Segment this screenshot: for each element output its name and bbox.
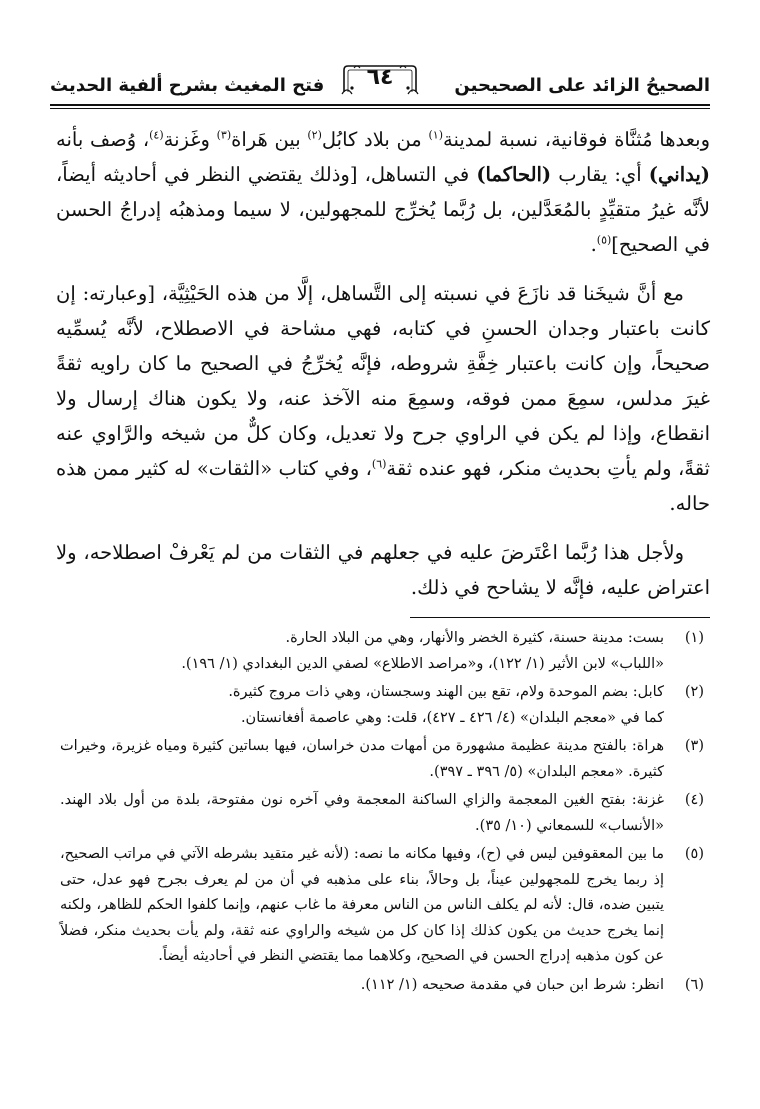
text-run: .	[590, 233, 597, 256]
footnote-line: هراة: بالفتح مدينة عظيمة مشهورة من أمهات مدن خراسان، فيها بساتين كثيرة ومياه غزيرة، وخيرات كثيرة. «معجم البلدان» (٥/ ٣٩٦ ـ ٣٩٧).	[60, 738, 664, 780]
footnote-line: انظر: شرط ابن حبان في مقدمة صحيحه (١/ ١١٢).	[360, 976, 664, 993]
footnote-ref: (١)	[428, 128, 443, 142]
footnote-3	[60, 734, 704, 785]
footnote-body	[60, 626, 664, 677]
footnote-line: ما بين المعقوفين ليس في (ح)، وفيها مكانه ما نصه: (لأنه غير متقيد بشرطه الآتي في مراتب الصحيح، إذ ربما يخرج للمجهولين عيناً، بل وحالاً، بناء على مذهبه في أن من لم يعرف بجرح فهو عدل، حتى يتبين ضده، قال: لأنه لم يكلف الناس من الناس معرفة ما غاب عنهم، وإنما كلفوا الحكم للظاهر، ولكنه إنما يخرج حديث من يكون كذلك إذا كان كل من شيخه والراوي عنه ثقة، ولم يأت بحديث منكر، فضلاً عن كون مذهبه إدراج الحسن في الصحيح، وكلاهما مما يقتضي النظر في أحاديثه أيضاً.	[60, 846, 664, 964]
footnote-number: (٢)	[684, 684, 704, 700]
footnote-5	[60, 842, 704, 970]
footnote-body	[60, 973, 664, 999]
text-run: ، وفي كتاب «الثقات» له كثير ممن هذه حاله.	[56, 457, 710, 515]
footnote-line: غزنة: بفتح الغين المعجمة والزاي الساكنة المعجمة وفي آخره نون مفتوحة، بلدة من أول بلاد الهند. «الأنساب» للسمعاني (١٠/ ٣٥).	[60, 792, 664, 834]
text-run: وبعدها مُثنَّاة فوقانية، نسبة لمدينة	[442, 128, 710, 151]
page-number: ٦٤	[366, 65, 394, 90]
footnote-ref: (٣)	[216, 128, 232, 142]
text-run: مع أنَّ شيخَنا قد نازَعَ في نسبته إلى التَّساهل، إلَّا من هذه الحَيْثِيَّة، [وعبارته: إن كانت باعتبار وجدان الحسنِ في كتابه، فهي مشاحة في الاصطلاح، لأنَّه يُسمِّيه صحيحاً، وإن كانت باعتبار خِفَّةِ شروطه، فإنَّه يُخرِّجُ في الصحيح ما كان راويه ثقةً غيرَ مدلس، سمِعَ ممن فوقه، وسمِعَ منه الآخذ عنه، ولا يكون هناك إرسال ولا انقطاع، وإذا لم يكن في الراوي جرح ولا تعديل، وكان كلٌّ من شيخه والرَّاوي عنه ثقةً، ولم يأتِ بحديث منكر، فهو عنده ثقة	[56, 282, 710, 480]
footnote-number: (١)	[684, 630, 704, 646]
footnote-line: بست: مدينة حسنة، كثيرة الخضر والأنهار، وهي من البلاد الحارة.	[285, 630, 664, 646]
footnote-ref: (٢)	[307, 128, 322, 142]
running-title-right: الصحيحُ الزائد على الصحيحين	[454, 75, 710, 96]
page-number-ornament	[340, 62, 420, 96]
text-run: في التساهل، [وذلك يقتضي النظر في أحاديثه أيضاً، لأنَّه غيرُ متقيِّدٍ بالمُعَدَّلين، بل رُبَّما يُخرِّج للمجهولين، لا سيما ومذهبُه إدراجُ الحسن في الصحيح]	[56, 163, 710, 256]
footnote-number: (٤)	[684, 792, 704, 808]
footnote-body	[60, 734, 664, 785]
text-run: ، وُصف بأنه	[56, 128, 150, 151]
footnote-number: (٣)	[684, 738, 704, 754]
footnote-body	[60, 788, 664, 839]
running-title-left: فتح المغيث بشرح ألفية الحديث	[50, 75, 325, 96]
header-rule	[50, 104, 710, 109]
paragraph-1	[56, 122, 710, 262]
verse-term: (الحاكما)	[476, 163, 552, 186]
text-run: وغَزنة	[163, 128, 217, 151]
verse-term: (يداني)	[648, 163, 710, 186]
footnote-4	[60, 788, 704, 839]
footnote-line: «اللباب» لابن الأثير (١/ ١٢٢)، و«مراصد الاطلاع» لصفي الدين البغدادي (١/ ١٩٦).	[181, 655, 664, 672]
paragraph-2	[56, 276, 710, 521]
running-header	[50, 62, 710, 102]
footnote-line: كابل: بضم الموحدة ولام، تقع بين الهند وسجستان، وهي ذات مروج كثيرة.	[228, 684, 664, 700]
footnote-number: (٦)	[684, 976, 704, 993]
footnote-number: (٥)	[684, 846, 704, 862]
text-run: أي: يقارب	[551, 163, 649, 186]
footnote-ref: (٦)	[371, 457, 387, 471]
text-run: من بلاد كابُل	[321, 128, 429, 151]
main-text	[56, 122, 710, 605]
footnote-line: كما في «معجم البلدان» (٤/ ٤٢٦ ـ ٤٢٧)، قلت: وهي عاصمة أفغانستان.	[240, 709, 664, 726]
footnote-rule	[410, 617, 710, 618]
paragraph-3: ولأجل هذا رُبَّما اعْتَرضَ عليه في جعلهم في الثقات من لم يَعْرفْ اصطلاحه، ولا اعتراض عليه، فإنَّه لا يشاحح في ذلك.	[56, 541, 710, 599]
footnote-body	[60, 842, 664, 970]
footnote-ref: (٥)	[596, 233, 612, 247]
footnote-1	[60, 626, 704, 677]
footnote-body	[60, 680, 664, 731]
footnote-6	[60, 973, 704, 999]
footnote-2	[60, 680, 704, 731]
text-run: بين هَراة	[231, 128, 308, 151]
footnote-ref: (٤)	[149, 128, 164, 142]
footnotes	[60, 626, 704, 1001]
